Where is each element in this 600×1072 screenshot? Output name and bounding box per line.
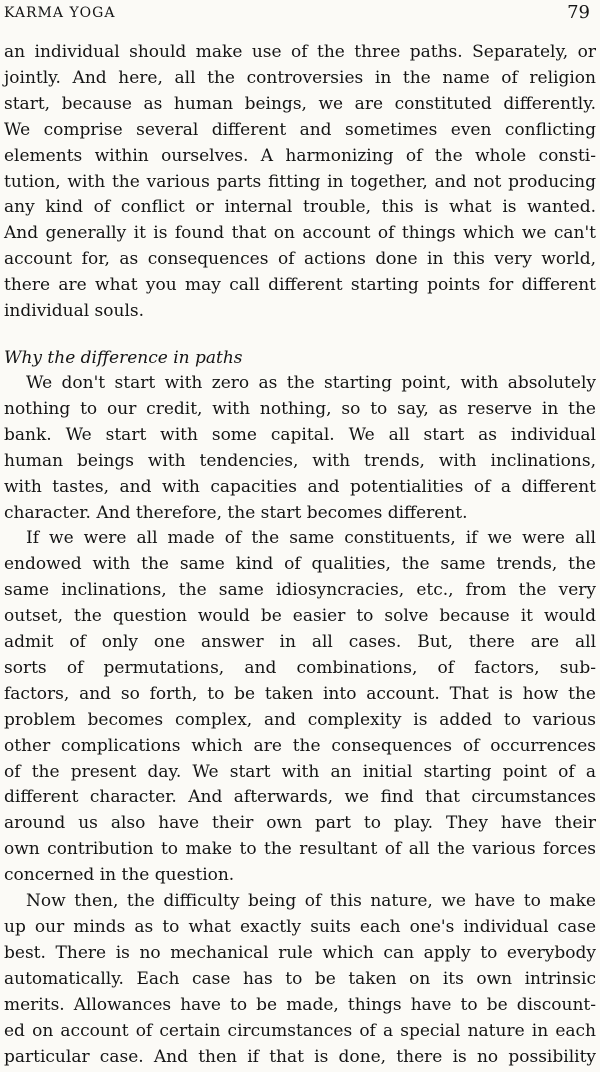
paragraph-2 xyxy=(4,371,596,526)
text-line: merits. Allowances have to be made, things have to be discount- xyxy=(4,994,596,1015)
text-line: Now then, the difficulty being of this nature, we have to make xyxy=(26,891,596,912)
text-line: same inclinations, the same idiosyncracies, etc., from the very xyxy=(4,580,596,601)
paragraph-gap xyxy=(4,325,596,345)
text-line: best. There is no mechanical rule which can apply to everybody xyxy=(4,942,596,963)
page-header xyxy=(4,0,596,30)
text-line: an individual should make use of the three paths. Separately, or xyxy=(4,42,596,62)
text-line: outset, the question would be easier to solve because it would xyxy=(4,606,596,627)
text-line: jointly. And here, all the controversies in the name of religion xyxy=(4,67,596,88)
text-line: own contribution to make to the resultant of all the various forces xyxy=(4,839,596,860)
text-line: any kind of conflict or internal trouble, this is what is wanted. xyxy=(4,197,596,218)
text-line: tution, with the various parts fitting in together, and not producing xyxy=(4,171,596,192)
text-line: there are what you may call different starting points for different xyxy=(4,275,596,296)
text-line: And generally it is found that on account of things which we can't xyxy=(4,223,596,244)
text-line: start, because as human beings, we are constituted differently. xyxy=(4,93,596,114)
text-line: elements within ourselves. A harmonizing of the whole consti- xyxy=(4,145,596,166)
text-line: We comprise several different and sometimes even conflicting xyxy=(4,119,596,140)
page-number: 79 xyxy=(567,2,590,23)
section-heading: Why the difference in paths xyxy=(4,347,243,368)
text-line: individual souls. xyxy=(4,301,145,322)
text-line: factors, and so forth, to be taken into account. That is how the xyxy=(4,683,596,704)
text-line: human beings with tendencies, with trends, with inclinations, xyxy=(4,450,596,471)
text-line: automatically. Each case has to be taken on its own intrinsic xyxy=(4,968,596,989)
text-line: If we were all made of the same constituents, if we were all xyxy=(26,528,596,549)
paragraph-4 xyxy=(4,889,596,1070)
paragraph-1 xyxy=(4,40,596,325)
text-line: particular case. And then if that is done, there is no possibility xyxy=(4,1046,596,1067)
text-line: endowed with the same kind of qualities, the same trends, the xyxy=(4,554,596,575)
text-line: character. And therefore, the start becomes different. xyxy=(4,502,468,523)
text-line: ed on account of certain circumstances of a special nature in each xyxy=(4,1020,596,1041)
paragraph-3 xyxy=(4,526,596,889)
text-line: of the present day. We start with an initial starting point of a xyxy=(4,761,596,782)
text-line: with tastes, and with capacities and potentialities of a different xyxy=(4,476,596,497)
text-line: bank. We start with some capital. We all start as individual xyxy=(4,424,596,445)
text-line: other complications which are the consequences of occurrences xyxy=(4,735,596,756)
text-line: up our minds as to what exactly suits each one's individual case xyxy=(4,917,596,937)
text-line: account for, as consequences of actions done in this very world, xyxy=(4,249,596,270)
text-line: admit of only one answer in all cases. But, there are all xyxy=(4,632,596,653)
text-line: different character. And afterwards, we find that circumstances xyxy=(4,787,596,808)
page-body xyxy=(4,30,596,1070)
text-line: problem becomes complex, and complexity is added to various xyxy=(4,709,596,730)
text-line: sorts of permutations, and combinations, of factors, sub- xyxy=(4,657,596,678)
text-line: around us also have their own part to play. They have their xyxy=(4,813,596,834)
running-head: KARMA YOGA xyxy=(4,5,116,21)
text-line: concerned in the question. xyxy=(4,865,235,886)
text-line: We don't start with zero as the starting point, with absolutely xyxy=(26,372,596,393)
text-line: nothing to our credit, with nothing, so to say, as reserve in the xyxy=(4,398,596,419)
